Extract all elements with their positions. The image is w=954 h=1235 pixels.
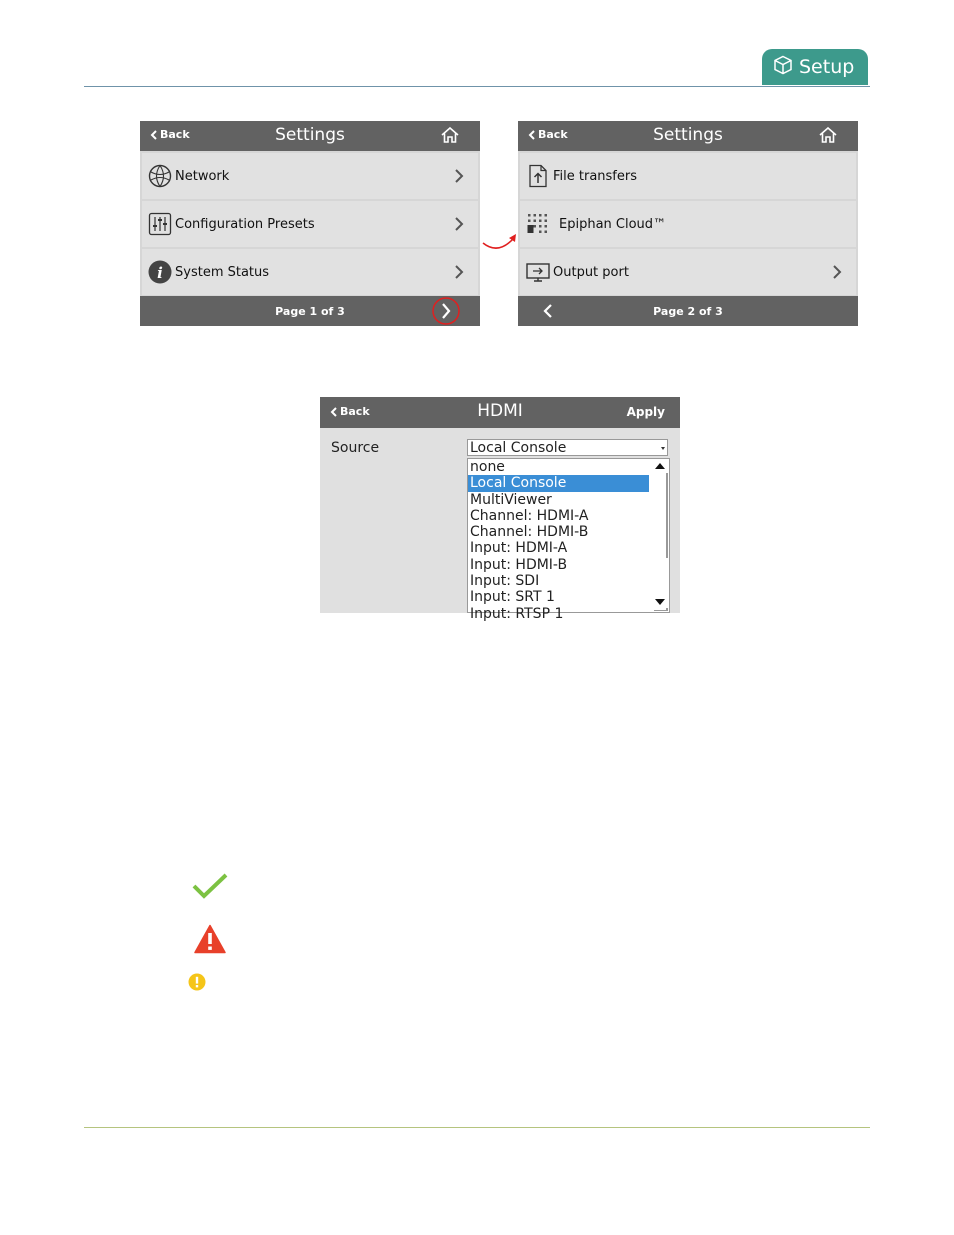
- footer-divider: [84, 1127, 870, 1128]
- back-label: Back: [160, 128, 190, 141]
- source-selected-value: Local Console: [470, 440, 567, 456]
- scrollbar-thumb[interactable]: [654, 473, 668, 558]
- source-option-input-hdmi-b[interactable]: Input: HDMI-B: [470, 556, 568, 573]
- hdmi-settings-screen: [320, 397, 680, 622]
- source-option-multiviewer[interactable]: MultiViewer: [470, 491, 552, 508]
- menu-item-file-transfers[interactable]: [520, 153, 856, 199]
- svg-text:i: i: [157, 264, 163, 282]
- menu-item-network[interactable]: [142, 153, 478, 199]
- top-bar: [518, 121, 858, 151]
- chevron-right-icon: [454, 264, 464, 284]
- source-option-input-srt-1[interactable]: Input: SRT 1: [470, 589, 555, 606]
- chevron-right-icon: [454, 168, 464, 188]
- menu-item-label: System Status: [175, 264, 270, 280]
- warning-triangle-icon: [194, 924, 226, 958]
- file-upload-icon: [526, 164, 550, 188]
- chevron-right-icon: [454, 216, 464, 236]
- settings-screen-page-1: [140, 121, 480, 326]
- top-bar: [140, 121, 480, 151]
- sliders-icon: [148, 212, 172, 236]
- source-label: Source: [331, 440, 380, 456]
- screen-title: HDMI: [477, 401, 523, 421]
- source-option-input-sdi[interactable]: Input: SDI: [470, 573, 540, 590]
- menu-item-system-status[interactable]: [142, 249, 478, 295]
- globe-icon: [148, 164, 172, 188]
- menu-item-label: Network: [175, 168, 230, 184]
- menu-item-epiphan-cloud[interactable]: [520, 201, 856, 247]
- page-indicator: Page 2 of 3: [653, 305, 723, 318]
- home-icon[interactable]: [440, 126, 460, 148]
- page-indicator: Page 1 of 3: [275, 305, 345, 318]
- source-option-channel-hdmi-b[interactable]: Channel: HDMI-B: [470, 524, 589, 541]
- next-page-button[interactable]: [431, 297, 461, 329]
- source-options-list[interactable]: [467, 458, 670, 622]
- menu-item-label: Epiphan Cloud™: [559, 216, 667, 232]
- setup-label: Setup: [799, 56, 855, 78]
- header-divider: [84, 86, 870, 87]
- pagination-bar: [518, 296, 858, 326]
- screen-title: Settings: [653, 125, 723, 145]
- back-label: Back: [340, 405, 370, 418]
- source-option-input-rtsp-1[interactable]: Input: RTSP 1: [470, 605, 564, 622]
- settings-screen-page-2: [518, 121, 858, 326]
- list-scrollbar[interactable]: [652, 459, 669, 612]
- menu-item-label: Configuration Presets: [175, 216, 315, 232]
- next-page-arrow-icon: [480, 230, 520, 258]
- cube-icon: [773, 55, 793, 80]
- monitor-icon: [526, 260, 550, 284]
- dropdown-arrow-icon: [661, 447, 665, 450]
- pagination-bar: [140, 296, 480, 326]
- scroll-down-arrow-icon[interactable]: [655, 599, 665, 605]
- top-bar: [320, 397, 680, 428]
- menu-item-output-port[interactable]: [520, 249, 856, 295]
- scrollbar-bottom-edge: [654, 608, 668, 611]
- menu-item-configuration-presets[interactable]: [142, 201, 478, 247]
- source-option-local-console[interactable]: Local Console: [468, 475, 649, 491]
- apply-button[interactable]: Apply: [626, 405, 665, 419]
- source-option-input-hdmi-a[interactable]: Input: HDMI-A: [470, 540, 568, 557]
- check-icon: [192, 872, 228, 904]
- source-option-channel-hdmi-a[interactable]: Channel: HDMI-A: [470, 507, 589, 524]
- info-icon: [148, 260, 172, 284]
- setup-section-tab: [762, 49, 868, 85]
- scroll-up-arrow-icon[interactable]: [655, 463, 665, 469]
- dot-grid-icon: [526, 212, 550, 236]
- home-icon[interactable]: [818, 126, 838, 148]
- menu-item-label: File transfers: [553, 168, 637, 184]
- source-select[interactable]: [467, 439, 668, 456]
- screen-title: Settings: [275, 125, 345, 145]
- menu-item-label: Output port: [553, 264, 629, 280]
- back-label: Back: [538, 128, 568, 141]
- source-option-none[interactable]: none: [470, 459, 505, 475]
- exclamation-circle-icon: [188, 973, 206, 995]
- chevron-right-icon: [832, 264, 842, 284]
